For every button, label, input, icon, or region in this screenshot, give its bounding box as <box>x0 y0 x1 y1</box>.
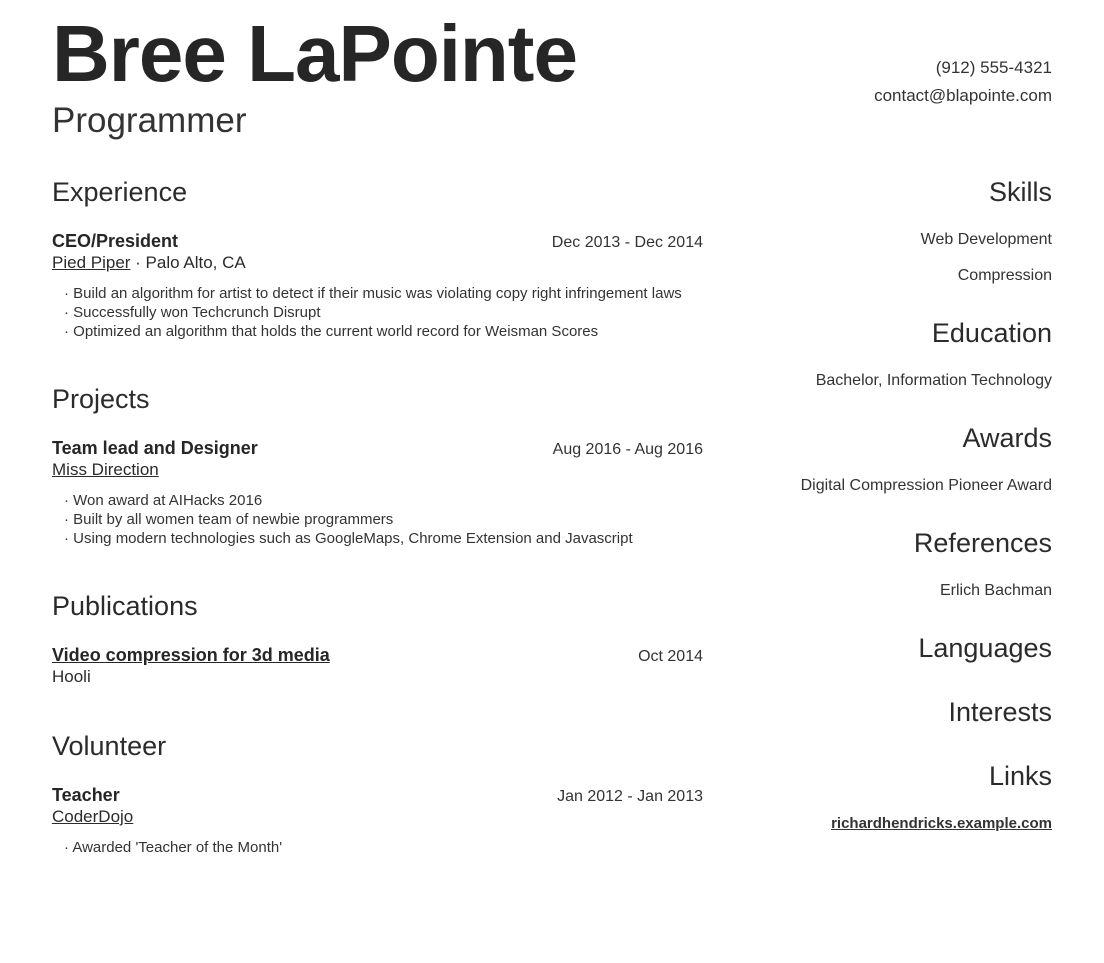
sidebar-item: Bachelor, Information Technology <box>815 372 1052 389</box>
entry-dates: Oct 2014 <box>638 648 703 665</box>
sidebar-section-references <box>703 527 1052 600</box>
sidebar-column <box>703 176 1052 899</box>
entry-title-link[interactable]: Video compression for 3d media <box>52 645 330 665</box>
entry-bullet <box>64 303 703 322</box>
entry-org-line <box>52 252 703 274</box>
sidebar-item: Compression <box>957 267 1052 284</box>
main-column <box>52 176 703 899</box>
resume-entry <box>52 644 703 688</box>
sidebar-section-heading: Links <box>988 761 1052 791</box>
section-heading: Publications <box>52 591 198 621</box>
sidebar-link[interactable]: richardhendricks.example.com <box>831 815 1052 832</box>
sidebar-item: Digital Compression Pioneer Award <box>800 477 1052 494</box>
bullet-marker-icon: · <box>64 285 74 302</box>
contact-email: contact@blapointe.com <box>874 86 1052 105</box>
candidate-name: Bree LaPointe <box>52 9 577 98</box>
sidebar-section-awards <box>703 422 1052 495</box>
sidebar-section-heading: Skills <box>988 177 1052 207</box>
sidebar-section-links <box>703 760 1052 833</box>
contact-phone: (912) 555-4321 <box>935 58 1052 77</box>
sidebar-section-education <box>703 317 1052 390</box>
entry-bullet <box>64 491 703 510</box>
section-volunteer <box>52 730 703 857</box>
entry-title: CEO/President <box>52 231 179 251</box>
entry-org-location: · Palo Alto, CA <box>130 253 246 272</box>
sidebar-section-heading: References <box>913 528 1052 558</box>
sidebar-section-skills <box>703 176 1052 285</box>
section-experience <box>52 176 703 341</box>
entry-org-line <box>52 806 703 828</box>
section-heading: Projects <box>52 384 150 414</box>
bullet-marker-icon: · <box>64 530 74 547</box>
entry-dates: Dec 2013 - Dec 2014 <box>551 234 703 251</box>
content-columns <box>0 176 1104 899</box>
entry-bullet <box>64 838 703 857</box>
entry-bullet-list <box>52 491 703 548</box>
bullet-text: Using modern technologies such as GoogleMaps, Chrome Extension and Javascript <box>73 530 633 547</box>
candidate-title: Programmer <box>52 101 247 140</box>
entry-dates: Jan 2012 - Jan 2013 <box>557 788 703 805</box>
resume-entry <box>52 437 703 548</box>
entry-header <box>52 230 703 252</box>
entry-title: Team lead and Designer <box>52 438 258 458</box>
sidebar-section-languages <box>703 632 1052 664</box>
bullet-marker-icon: · <box>64 492 74 509</box>
contact-block <box>874 54 1052 110</box>
sidebar-section-heading: Interests <box>948 697 1052 727</box>
bullet-text: Awarded 'Teacher of the Month' <box>72 839 283 856</box>
entry-bullet-list <box>52 838 703 857</box>
bullet-marker-icon: · <box>64 511 74 528</box>
entry-org-line <box>52 666 703 688</box>
sidebar-section-interests <box>703 696 1052 728</box>
bullet-marker-icon: · <box>64 304 74 321</box>
bullet-text: Successfully won Techcrunch Disrupt <box>73 304 321 321</box>
bullet-text: Optimized an algorithm that holds the current world record for Weisman Scores <box>73 323 599 340</box>
entry-org-link[interactable]: Miss Direction <box>52 460 159 479</box>
entry-title: Teacher <box>52 785 120 805</box>
entry-bullet-list <box>52 284 703 341</box>
entry-org-line <box>52 459 703 481</box>
bullet-marker-icon: · <box>64 323 74 340</box>
bullet-text: Built by all women team of newbie programmers <box>73 511 394 528</box>
section-projects <box>52 383 703 548</box>
entry-org-link[interactable]: CoderDojo <box>52 807 134 826</box>
entry-bullet <box>64 284 703 303</box>
bullet-marker-icon: · <box>64 839 73 856</box>
entry-bullet <box>64 510 703 529</box>
sidebar-section-heading: Awards <box>962 423 1052 453</box>
resume-entry <box>52 784 703 857</box>
sidebar-section-heading: Education <box>931 318 1052 348</box>
entry-header <box>52 644 703 666</box>
sidebar-item: Web Development <box>920 231 1052 248</box>
bullet-text: Build an algorithm for artist to detect if their music was violating copy right infringement laws <box>73 285 682 302</box>
resume-entry <box>52 230 703 341</box>
entry-bullet <box>64 322 703 341</box>
entry-bullet <box>64 529 703 548</box>
section-heading: Volunteer <box>52 731 167 761</box>
section-heading: Experience <box>52 177 188 207</box>
sidebar-section-heading: Languages <box>918 633 1052 663</box>
entry-org-name: Hooli <box>52 667 91 686</box>
section-publications <box>52 590 703 688</box>
entry-dates: Aug 2016 - Aug 2016 <box>552 441 703 458</box>
bullet-text: Won award at AIHacks 2016 <box>73 492 263 509</box>
entry-org-link[interactable]: Pied Piper <box>52 253 131 272</box>
sidebar-item: Erlich Bachman <box>939 582 1052 599</box>
entry-header <box>52 437 703 459</box>
entry-header <box>52 784 703 806</box>
